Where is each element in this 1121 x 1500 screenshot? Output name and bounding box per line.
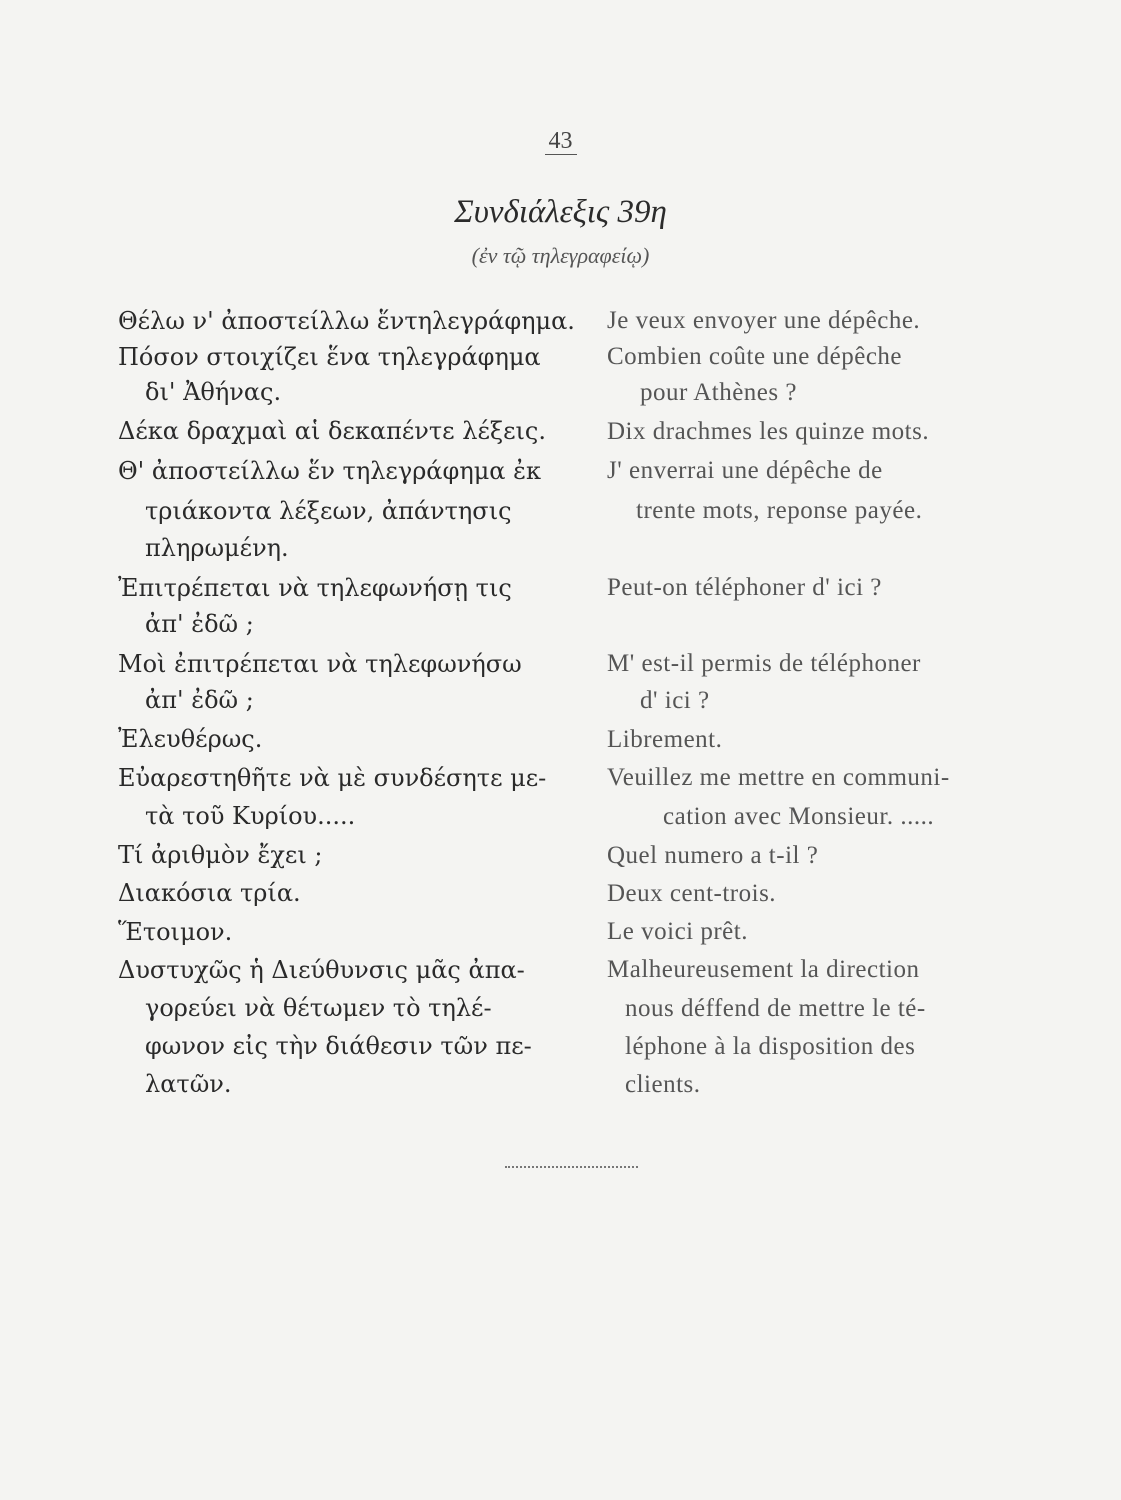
french-line: Dix drachmes les quinze mots. [607, 418, 930, 445]
greek-line: Θέλω ν' ἀποστείλλω ἕντηλεγράφημα. [118, 307, 575, 335]
french-line: Deux cent-trois. [607, 880, 777, 907]
french-line: Combien coûte une dépêche [607, 343, 903, 370]
french-line: trente mots, reponse payée. [636, 497, 923, 524]
french-line: Je veux envoyer une dépêche. [607, 307, 921, 334]
french-line: Quel numero a t-il ? [607, 842, 819, 869]
greek-line: φωνον εἰς τὴν διάθεσιν τῶν πε- [145, 1032, 532, 1060]
french-line: léphone à la disposition des [625, 1033, 916, 1060]
dialogue-subtitle: (ἐν τῷ τηλεγραφείῳ) [471, 243, 650, 268]
french-line: nous déffend de mettre le té- [625, 995, 926, 1022]
french-line: Veuillez me mettre en communi- [607, 764, 950, 791]
greek-line: ἀπ' ἐδῶ ; [145, 686, 254, 714]
french-line: pour Athènes ? [640, 379, 797, 406]
greek-line: πληρωμένη. [145, 534, 289, 562]
greek-line: Δυστυχῶς ἡ Διεύθυνσις μᾶς ἀπα- [118, 956, 525, 984]
greek-line: Ἐλευθέρως. [118, 725, 263, 753]
page-number: 43 [0, 128, 1121, 155]
greek-line: γορεύει νὰ θέτωμεν τὸ τηλέ- [145, 994, 492, 1022]
greek-line: δι' Ἀθήνας. [145, 378, 282, 406]
french-line: cation avec Monsieur. ..... [663, 803, 935, 830]
greek-line: Ἕτοιμον. [118, 918, 233, 946]
french-line: d' ici ? [640, 687, 710, 714]
greek-line: τὰ τοῦ Κυρίου..... [145, 802, 356, 830]
greek-line: Εὐαρεστηθῆτε νὰ μὲ συνδέσητε με- [118, 764, 547, 792]
greek-line: Διακόσια τρία. [118, 879, 301, 907]
french-line: M' est-il permis de téléphoner [607, 650, 921, 677]
greek-line: Δέκα δραχμαὶ αἱ δεκαπέντε λέξεις. [118, 417, 547, 445]
french-line: J' enverrai une dépêche de [607, 457, 883, 484]
french-line: Peut-on téléphoner d' ici ? [607, 574, 882, 601]
dialogue-title: Συνδιάλεξις 39η [454, 194, 667, 230]
greek-line: ἀπ' ἐδῶ ; [145, 610, 254, 638]
french-line: Malheureusement la direction [607, 956, 920, 983]
greek-line: τριάκοντα λέξεων, ἀπάντησις [145, 497, 512, 525]
greek-line: Θ' ἀποστείλλω ἕν τηλεγράφημα ἐκ [118, 457, 542, 485]
section-divider [505, 1166, 638, 1168]
greek-line: Ἐπιτρέπεται νὰ τηλεφωνήσῃ τις [118, 574, 512, 602]
french-line: Le voici prêt. [607, 918, 748, 945]
greek-line: Τί ἀριθμὸν ἔχει ; [118, 841, 323, 869]
french-line: clients. [625, 1071, 701, 1098]
french-line: Librement. [607, 726, 723, 753]
greek-line: Μοὶ ἐπιτρέπεται νὰ τηλεφωνήσω [118, 650, 522, 678]
greek-line: Πόσον στοιχίζει ἕνα τηλεγράφημα [118, 343, 541, 371]
greek-line: λατῶν. [145, 1070, 232, 1098]
